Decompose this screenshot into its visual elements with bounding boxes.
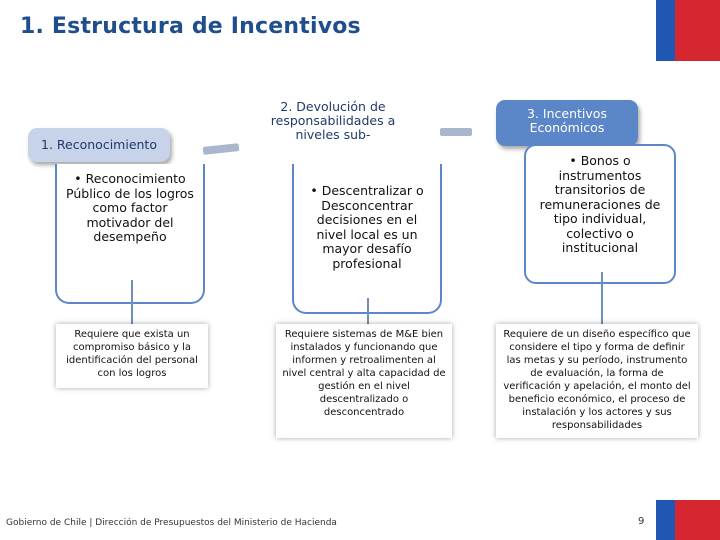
column-3-bullet-text: • Bonos o instrumentos transitorios de remuneraciones de tipo individual, colectivo o institucional [539,153,661,255]
column-1-note-text: Requiere que exista un compromiso básico y la identificación del personal con los logros [66,329,198,379]
connector-line-2 [367,298,369,324]
column-3-requirement-note [496,324,698,438]
column-3-bullet-box [524,144,676,284]
column-3-header-text: 3. Incentivos Económicos [527,106,607,135]
column-2-note-text: Requiere sistemas de M&E bien instalados y funcionando que informen y retroalimenten al nivel central y alta capacidad de gestión en el nivel descentralizado o desconcentrado [282,329,446,418]
flag-blue-stripe-bottom [656,500,675,540]
flag-red-stripe-top [675,0,720,61]
page-number: 9 [638,516,645,527]
column-1-header-text: 1. Reconocimiento [41,137,157,152]
column-1-bullet-text: • Reconocimiento Público de los logros como factor motivador del desempeño [66,171,194,244]
column-3-note-text: Requiere de un diseño específico que considere el tipo y forma de definir las metas y su período, instrumento de evaluación, la forma de verificación y apelación, el monto del beneficio económico, el proceso de instalación y los actores y sus responsabilidades [503,329,691,431]
connector-line-3 [601,272,603,324]
column-2-bullet-box [292,164,442,314]
arrow-connector-2-3 [440,128,472,136]
column-2-bullet-text: • Descentralizar o Desconcentrar decisiones en el nivel local es un mayor desafío profesional [310,183,424,271]
column-1-header [28,128,170,162]
column-3-header [496,100,638,146]
column-2-header [262,100,404,146]
column-1-bullet-box [55,164,205,304]
column-2-requirement-note [276,324,452,438]
column-1-requirement-note [56,324,208,388]
slide-title: 1. Estructura de Incentivos [20,14,361,39]
arrow-connector-1-2 [203,143,240,155]
column-2-header-text: 2. Devolución de responsabilidades a niveles sub- [270,100,396,142]
connector-line-1 [131,280,133,324]
flag-blue-stripe-top [656,0,675,61]
footer-text: Gobierno de Chile | Dirección de Presupuestos del Ministerio de Hacienda [6,518,337,528]
flag-red-stripe-bottom [675,500,720,540]
